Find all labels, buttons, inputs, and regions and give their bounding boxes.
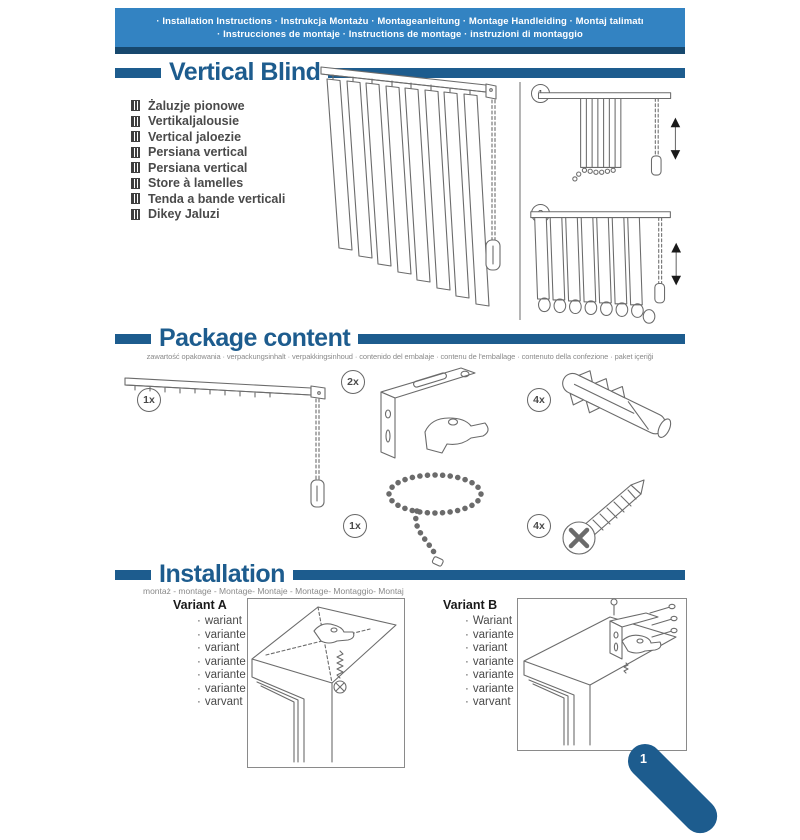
variant-item: variante (204, 628, 246, 641)
list-item (197, 642, 246, 656)
list-item (197, 669, 246, 683)
list-item (465, 696, 514, 710)
list-item (465, 629, 514, 643)
blind-slat-icon (131, 162, 140, 173)
bullet-dot: · (197, 669, 201, 681)
qty-label: 2x (347, 376, 359, 388)
list-item (197, 683, 246, 697)
list-item (131, 129, 285, 145)
header-line-1: · Installation Instructions · Instrukcja Montażu · Montageanleitung · Montage Handleiding · Montaj talimatı (156, 15, 644, 27)
bullet-dot: · (197, 682, 201, 695)
bullet-dot: · (465, 628, 469, 641)
page-number: 1 (640, 752, 647, 766)
variant-item: variante (472, 669, 514, 681)
variant-a-label: Variant A (173, 598, 227, 612)
bullet-dot: · (465, 615, 469, 627)
section-title-installation (115, 562, 685, 587)
blind-slat-icon (131, 209, 140, 220)
header-line-2: · Instrucciones de montaje · Instructions de montage · instruzioni di montaggio (217, 28, 583, 40)
language-list (131, 98, 285, 222)
variant-item: variante (204, 655, 246, 668)
vertical-blind-illustration (281, 54, 516, 322)
list-item (131, 98, 285, 114)
bullet-dot: · (197, 628, 201, 641)
bullet-dot: · (465, 642, 469, 654)
blind-slat-icon (131, 116, 140, 127)
qty-label: 1x (143, 394, 155, 406)
variant-b-wall-mount-figure (518, 599, 683, 747)
variant-item: variante (204, 669, 246, 681)
blind-slat-icon (131, 193, 140, 204)
variant-item: variant (472, 642, 508, 654)
bead-chain-icon (357, 464, 512, 572)
list-item (465, 615, 514, 629)
variant-item: variante (472, 655, 514, 668)
blind-slat-icon (131, 100, 140, 111)
language-label: Żaluzje pionowe (148, 98, 245, 113)
variant-item: wariant (204, 615, 242, 627)
section-title-package (115, 326, 685, 351)
screw-icon (545, 468, 660, 568)
variant-item: varvant (472, 696, 511, 708)
list-item (131, 207, 285, 223)
bullet-dot: · (465, 682, 469, 695)
wall-plug-icon (535, 360, 700, 460)
qty-label: 4x (533, 520, 545, 532)
list-item (131, 160, 285, 176)
title-bar-right (293, 570, 685, 580)
list-item (131, 145, 285, 161)
bullet-dot: · (197, 696, 201, 708)
language-label: Persiana vertical (148, 160, 248, 175)
variant-b-list (465, 615, 514, 710)
title-bar-left (115, 68, 161, 78)
package-subtitle: zawartość opakowania · verpackungsinhalt · verpakkingsinhoud · contenido del embalaje · contenu de l'emballage · contenuto della confezione · paket içeriği (146, 352, 654, 361)
language-label: Vertical jaloezie (148, 129, 242, 144)
variant-item: variante (472, 682, 514, 695)
blind-slat-icon (131, 131, 140, 142)
variant-item: varvant (204, 696, 243, 708)
qty-label: 1x (349, 520, 361, 532)
list-item (465, 656, 514, 670)
panel-divider (519, 82, 521, 320)
list-item (131, 176, 285, 192)
variant-item: variante (472, 628, 514, 641)
list-item (197, 696, 246, 710)
bullet-dot: · (197, 642, 201, 654)
variant-a-list (197, 615, 246, 710)
product-title: Vertical Blind (169, 58, 321, 86)
bullet-dot: · (465, 696, 469, 708)
title-bar-right (358, 334, 685, 344)
headrail-icon (119, 364, 354, 519)
qty-label: 4x (533, 394, 545, 406)
mounting-bracket-icon (353, 360, 518, 472)
language-label: Vertikaljalousie (148, 114, 240, 129)
blind-slat-icon (131, 147, 140, 158)
list-item (131, 191, 285, 207)
variant-item: variante (204, 682, 246, 695)
list-item (197, 629, 246, 643)
list-item (197, 656, 246, 670)
bullet-dot: · (465, 655, 469, 668)
package-title: Package content (159, 324, 351, 352)
variant-a-diagram-box (247, 598, 405, 768)
header-band (115, 8, 685, 47)
list-item (197, 615, 246, 629)
header-underline (115, 47, 685, 54)
instruction-sheet (115, 8, 685, 800)
language-label: Store à lamelles (148, 176, 244, 191)
bullet-dot: · (465, 669, 469, 681)
blind-open-figure (523, 204, 683, 330)
title-bar-left (115, 570, 151, 580)
blind-closed-figure (527, 82, 685, 204)
blind-slat-icon (131, 178, 140, 189)
bullet-dot: · (197, 655, 201, 668)
installation-subtitle: montaż - montage - Montage- Montaje - Montage- Montaggio- Montaj (143, 586, 404, 596)
title-bar-left (115, 334, 151, 344)
list-item (465, 683, 514, 697)
variant-b-diagram-box (517, 598, 687, 751)
list-item (465, 642, 514, 656)
language-label: Tenda a bande verticali (148, 191, 286, 206)
variant-item: Wariant (472, 615, 513, 627)
list-item (131, 114, 285, 130)
variant-item: variant (204, 642, 240, 654)
list-item (465, 669, 514, 683)
bullet-dot: · (197, 615, 201, 627)
language-label: Persiana vertical (148, 145, 248, 160)
variant-a-ceiling-mount-figure (248, 599, 401, 764)
language-label: Dikey Jaluzi (148, 207, 220, 222)
variant-b-label: Variant B (443, 598, 498, 612)
installation-title: Installation (159, 560, 285, 588)
